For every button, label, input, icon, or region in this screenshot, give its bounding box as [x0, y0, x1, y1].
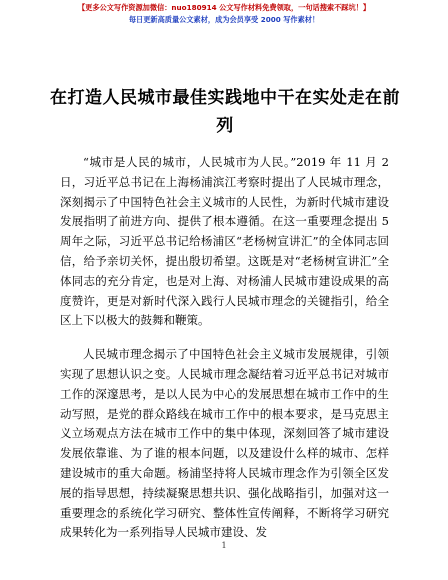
body-paragraph-1: “城市是人民的城市，人民城市为人民。”2019 年 11 月 2 日，习近平总书记在上海杨浦滨江考察时提出了人民城市理念，深刻揭示了中国特色社会主义城市的人民性，为新时代城市建设发展指明了前进方向、提供了根本遵循。在这一重要理念提出 5 周年之际，习近平总书记给杨浦区“老杨树宣讲汇”的全体同志回信，给予亲切关怀，提出殷切希望。这既是对“老杨树宣讲汇”全体同志的充分肯定，也是对上海、对杨浦人民城市建设成果的高度赞许，更是对新时代深入践行人民城市理念的关键指引，给全区上下以极大的鼓舞和鞭策。: [60, 155, 389, 328]
banner-line-membership: 每日更新高质量公文素材，成为会员享受 2000 写作素材！: [128, 15, 320, 24]
header-banner: [0, 2, 448, 26]
document-body: [60, 153, 389, 543]
document-title: 在打造人民城市最佳实践地中干在实处走在前列: [50, 88, 400, 136]
page-number: 1: [221, 541, 227, 550]
body-paragraph-2: 人民城市理念揭示了中国特色社会主义城市发展规律，引领实现了思想认识之变。人民城市理念凝结着习近平总书记对城市工作的深邃思考，是以人民为中心的发展思想在城市工作中的生动写照，是党的群众路线在城市工作中的根本要求，是马克思主义立场观点方法在城市工作中的集中体现，深刻回答了城市建设发展依靠谁、为了谁的根本问题，以及建设什么样的城市、怎样建设城市的重大命题。杨浦坚持将人民城市理念作为引领全区发展的指导思想，持续凝聚思想共识、强化战略指引，加强对这一重要理念的系统化学习研究、整体性宣传阐释，不断将学习研究成果转化为一系列指导人民城市建设、发: [60, 347, 389, 540]
banner-line-promo: 【更多公文写作资源加微信：nuo180914 公文写作材料免费领取，一句话搜索不踩坑！】: [77, 3, 371, 12]
